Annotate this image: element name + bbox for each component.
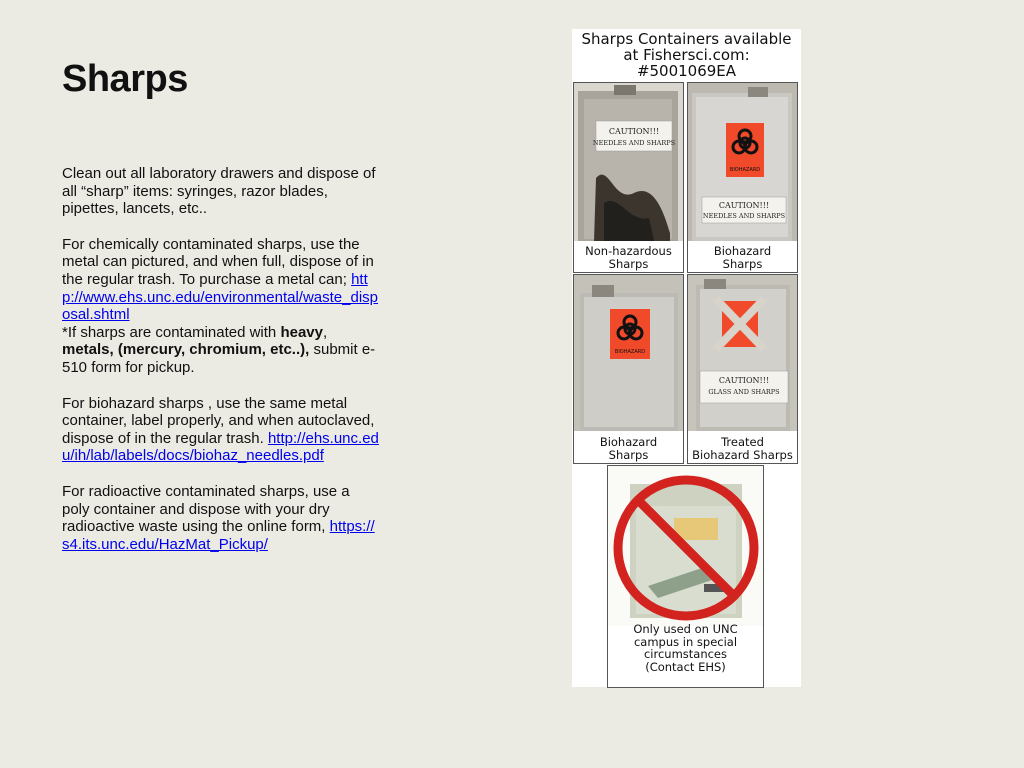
heavy-bold: heavy	[280, 323, 323, 341]
svg-text:BIOHAZARD: BIOHAZARD	[729, 167, 761, 173]
paragraph-radioactive-sharps	[62, 483, 380, 553]
panel-poly-container	[607, 465, 764, 688]
panel-non-hazardous-sharps	[573, 82, 684, 273]
panel-label: Non-hazardous Sharps	[585, 244, 672, 271]
svg-text:CAUTION!!!: CAUTION!!!	[718, 376, 770, 385]
panel-treated-biohazard-sharps	[687, 274, 798, 464]
paragraph-biohazard-sharps	[62, 395, 380, 465]
biohaz-needles-link[interactable]: http://ehs.unc.edu/ih/lab/labels/docs/biohaz_needles.pdf	[62, 429, 379, 465]
metal-can-photo	[574, 83, 683, 241]
svg-text:NEEDLES AND SHARPS: NEEDLES AND SHARPS	[702, 212, 786, 220]
biohazard-sharps-text: For biohazard sharps , use the same metal container, label properly, and when autoclaved, dispose of in the regular trash.	[62, 394, 375, 447]
sharps-containers-figure	[572, 29, 801, 687]
paragraph-chemical-sharps	[62, 236, 380, 324]
biohazard-can-photo	[574, 275, 683, 431]
panel-label: Treated Biohazard Sharps	[692, 435, 793, 462]
biohazard-can-photo	[688, 83, 797, 241]
paragraph-cleanout: Clean out all laboratory drawers and dispose of all “sharp” items: syringes, razor blades, pipettes, lancets, etc..	[62, 165, 376, 218]
panel-biohazard-sharps-2	[573, 274, 684, 464]
panel-label: Biohazard Sharps	[713, 244, 772, 271]
slide-title: Sharps	[62, 58, 188, 100]
slide-body	[62, 165, 380, 553]
panel-label: Biohazard Sharps	[599, 435, 658, 462]
caution-sign-text: CAUTION!!!	[608, 127, 660, 136]
figure-caption: Sharps Containers available at Fishersci.com: #5001069EA	[581, 30, 792, 80]
chemical-sharps-text: For chemically contaminated sharps, use the metal can pictured, and when full, dispose of in the regular trash. To purchase a metal can;	[62, 235, 374, 288]
svg-text:NEEDLES AND SHARPS: NEEDLES AND SHARPS	[592, 139, 676, 147]
radioactive-sharps-text: For radioactive contaminated sharps, use a poly container and dispose with your dry radioactive waste using the online form,	[62, 482, 350, 536]
paragraph-heavy-metals: *If sharps are contaminated with heavy, metals, (mercury, chromium, etc..), submit e-510 form for pickup.	[62, 323, 376, 376]
panel-label: Only used on UNC campus in special circumstances (Contact EHS)	[633, 622, 738, 674]
svg-text:BIOHAZARD: BIOHAZARD	[614, 349, 646, 355]
panel-biohazard-sharps	[687, 82, 798, 273]
hazmat-pickup-link[interactable]: https://s4.its.unc.edu/HazMat_Pickup/	[62, 518, 375, 553]
svg-text:GLASS AND SHARPS: GLASS AND SHARPS	[708, 388, 780, 396]
waste-disposal-link[interactable]: http://www.ehs.unc.edu/environmental/waste_disposal.shtml	[62, 270, 379, 324]
poly-container-photo	[608, 466, 763, 626]
metals-bold: metals, (mercury, chromium, etc..),	[62, 341, 310, 359]
svg-text:CAUTION!!!: CAUTION!!!	[718, 201, 770, 210]
treated-can-photo	[688, 275, 797, 431]
